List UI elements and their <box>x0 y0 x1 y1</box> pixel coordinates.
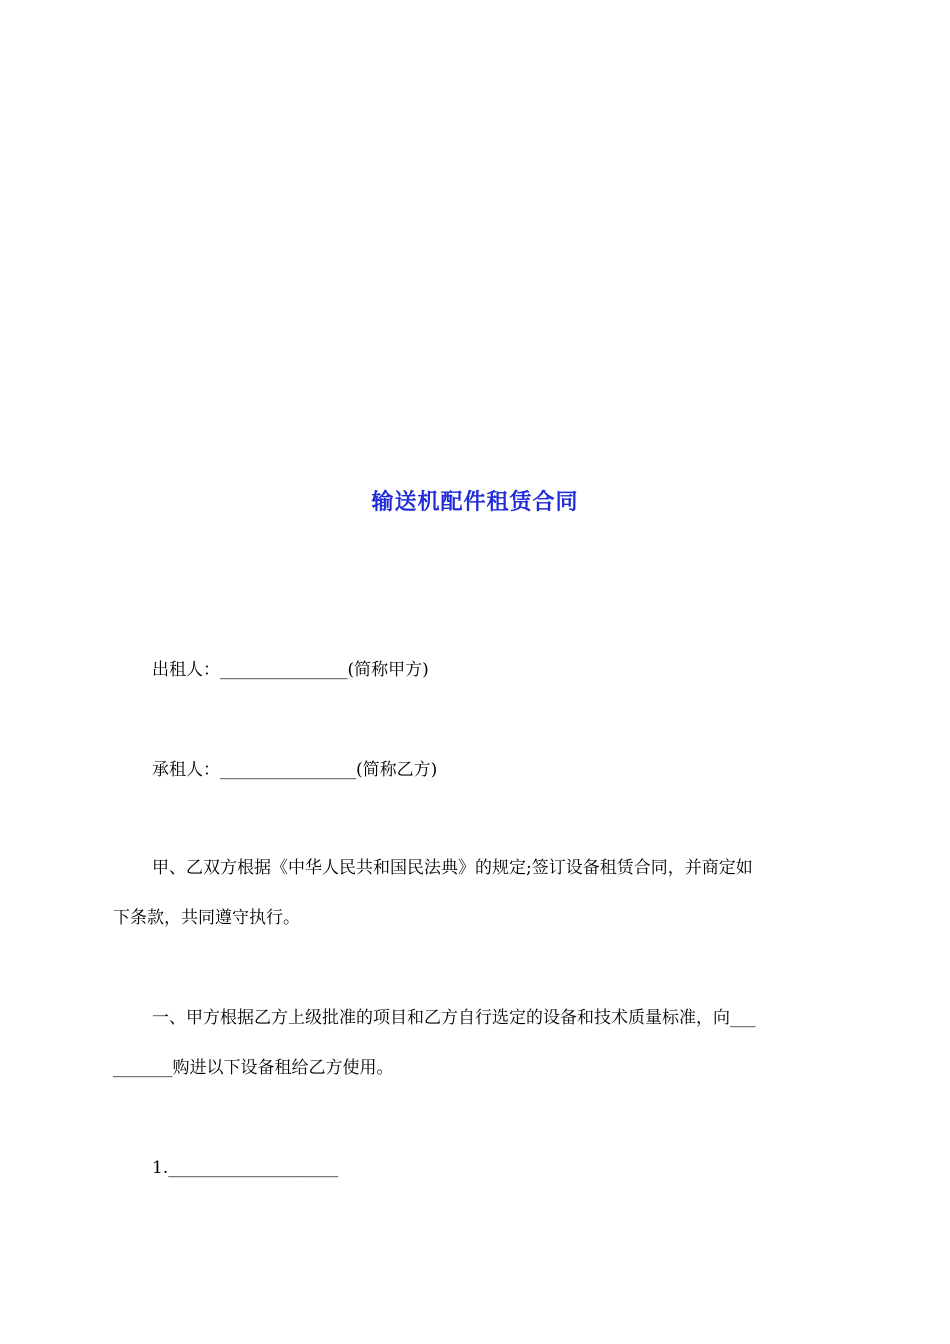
clause-1-line-2: _______购进以下设备租给乙方使用。 <box>113 1058 394 1078</box>
preamble-line-2: 下条款，共同遵守执行。 <box>113 908 300 928</box>
lessor-line: 出租人：_______________(简称甲方) <box>152 660 429 680</box>
clause-1-line-1: 一、甲方根据乙方上级批准的项目和乙方自行选定的设备和技术质量标准，向___ <box>152 1008 756 1028</box>
lessee-line: 承租人：________________(简称乙方) <box>152 760 438 780</box>
item-1-line: 1.____________________ <box>152 1158 339 1178</box>
preamble-line-1: 甲、乙双方根据《中华人民共和国民法典》的规定;签订设备租赁合同，并商定如 <box>152 858 753 878</box>
document-title: 输送机配件租赁合同 <box>371 490 579 515</box>
